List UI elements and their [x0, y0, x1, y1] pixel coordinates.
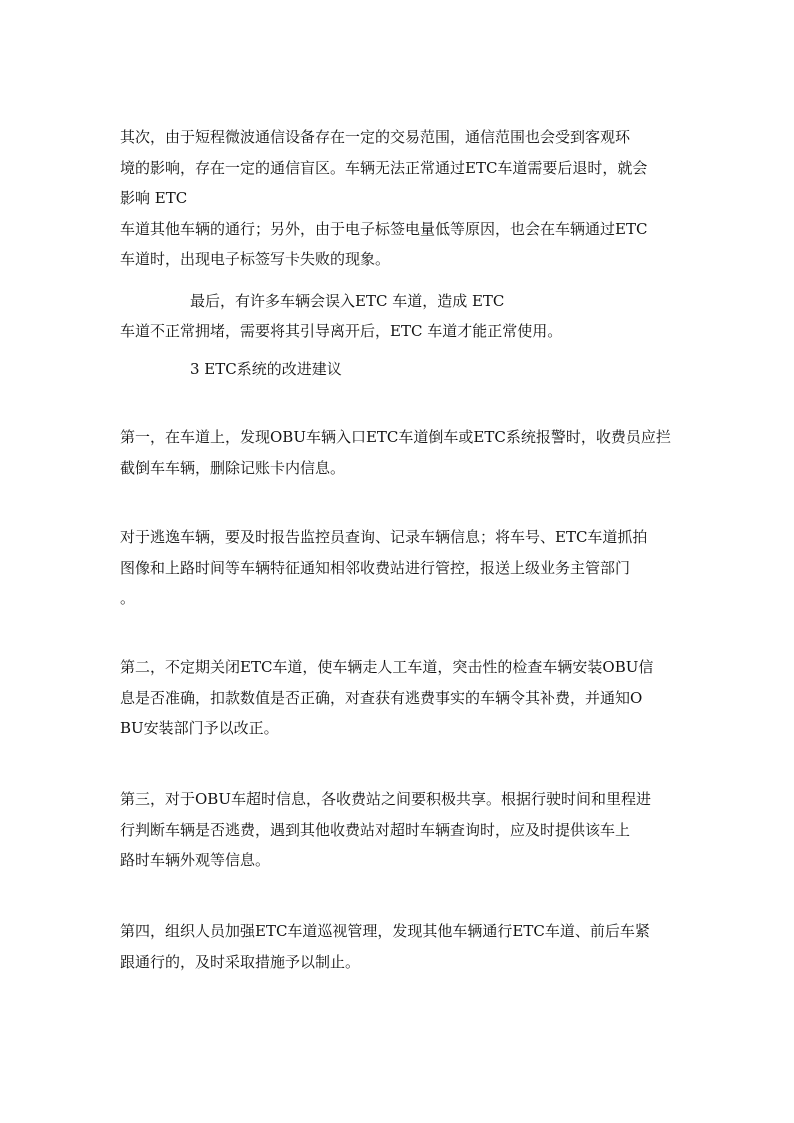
text-line: 第一，在车道上，发现OBU车辆入口ETC车道倒车或ETC系统报警时，收费员应拦	[120, 428, 671, 446]
paragraph-mistaken-entry-line1: 最后，有许多车辆会误入ETC 车道，造成 ETC	[190, 292, 505, 310]
text-line: 行判断车辆是否逃费，遇到其他收费站对超时车辆查询时，应及时提供该车上	[120, 820, 631, 839]
text-line: 车道其他车辆的通行；另外，由于电子标签电量低等原因，也会在车辆通过ETC	[120, 219, 648, 238]
text-line: 第四，组织人员加强ETC车道巡视管理，发现其他车辆通行ETC车道、前后车紧	[120, 922, 650, 940]
paragraph-fourth-suggestion	[120, 916, 676, 977]
text-line: 路时车辆外观等信息。	[120, 851, 271, 869]
paragraph-third-suggestion	[120, 784, 676, 876]
text-line: 截倒车车辆，删除记账卡内信息。	[120, 458, 346, 477]
text-line: 第三，对于OBU车超时信息，各收费站之间要积极共享。根据行驶时间和里程进	[120, 790, 651, 808]
section-heading: 3 ETC系统的改进建议	[190, 360, 342, 378]
paragraph-signal-blind-zone	[120, 122, 676, 275]
text-line: 车道时，出现电子标签写卡失败的现象。	[120, 250, 391, 268]
text-line: 其次，由于短程微波通信设备存在一定的交易范围，通信范围也会受到客观环	[120, 128, 631, 146]
paragraph-first-suggestion	[120, 422, 676, 483]
text-line: 影响 ETC	[120, 189, 188, 207]
text-line: BU安装部门予以改正。	[120, 719, 279, 737]
text-line: 跟通行的，及时采取措施予以制止。	[120, 952, 361, 971]
text-line: 。	[120, 589, 136, 607]
text-line: 境的影响，存在一定的通信盲区。车辆无法正常通过ETC车道需要后退时，就会	[120, 158, 648, 177]
text-line: 第二，不定期关闭ETC车道，使车辆走人工车道，突击性的检查车辆安装OBU信	[120, 658, 654, 676]
text-line: 图像和上路时间等车辆特征通知相邻收费站进行管控，报送上级业务主管部门	[120, 558, 631, 577]
paragraph-escaped-vehicles	[120, 522, 676, 614]
text-line: 息是否准确，扣款数值是否正确，对查获有逃费事实的车辆令其补费，并通知O	[120, 688, 643, 707]
paragraph-second-suggestion	[120, 652, 676, 744]
paragraph-mistaken-entry-line2: 车道不正常拥堵，需要将其引导离开后，ETC 车道才能正常使用。	[120, 322, 563, 340]
text-line: 对于逃逸车辆，要及时报告监控员查询、记录车辆信息；将车号、ETC车道抓拍	[120, 528, 648, 546]
